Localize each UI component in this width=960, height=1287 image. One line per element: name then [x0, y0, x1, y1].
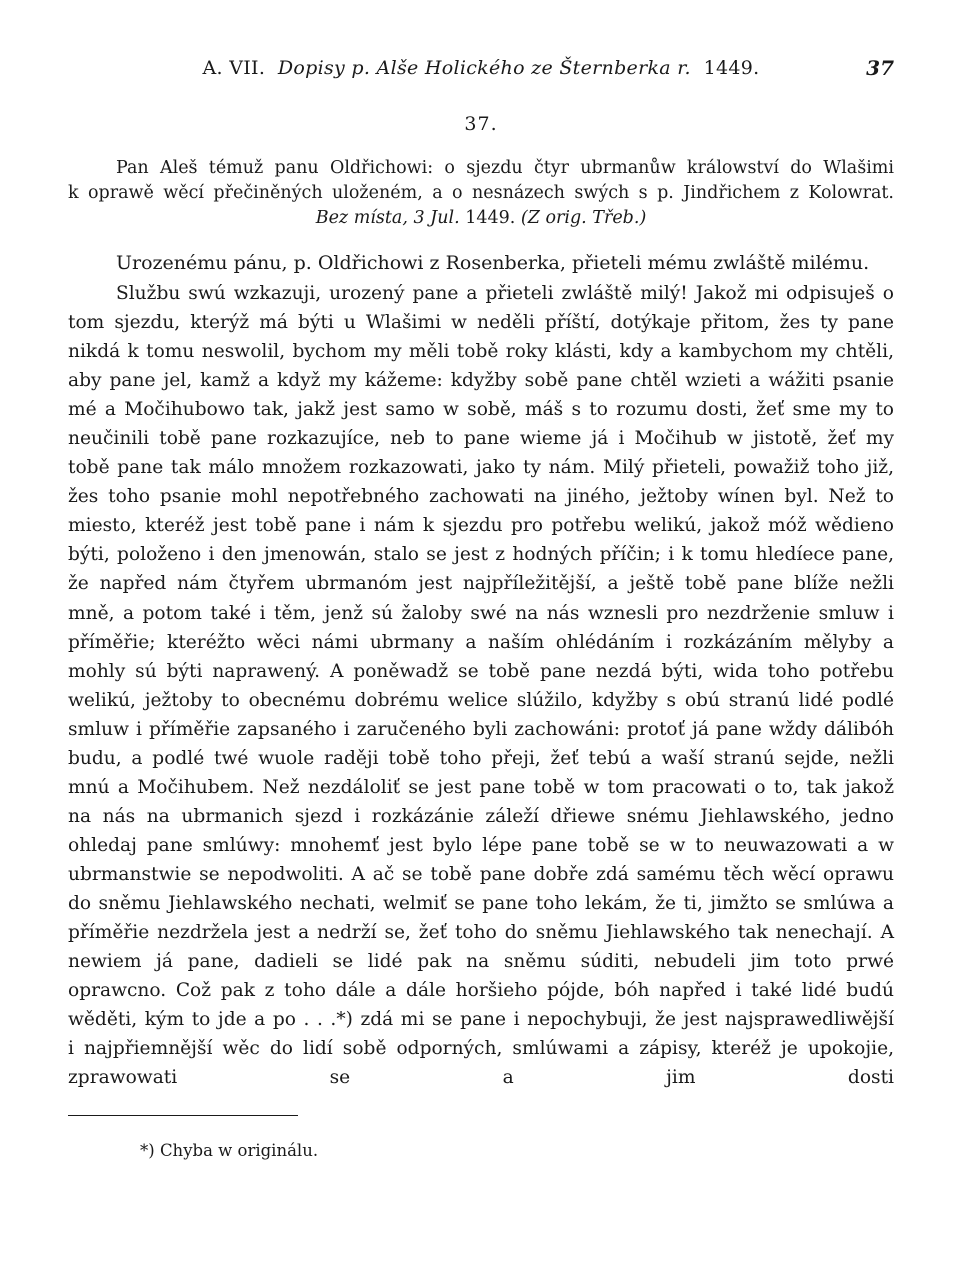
footnote-text: Chyba w originálu.: [159, 1141, 319, 1160]
summary-date: 3 Jul.: [413, 208, 460, 228]
summary-line-1: Pan Aleš témuž panu Oldřichowi: o sjezdu čtyr ubrmanůw králowství do Wlašimi: [116, 158, 894, 178]
running-head-year: 1449.: [703, 57, 760, 79]
summary-place: Bez místa,: [315, 208, 408, 228]
summary-dateline: [68, 206, 894, 231]
page-number: 37: [866, 56, 894, 80]
running-head-italic-title: Dopisy p. Alše Holického ze Šternberka r.: [277, 57, 691, 79]
footnote-rule: [68, 1115, 298, 1116]
summary-year: 1449.: [465, 208, 516, 228]
document-number: 37.: [464, 113, 498, 135]
document-page: [68, 0, 894, 1287]
footnote-mark: *): [140, 1141, 155, 1160]
document-summary: [68, 156, 894, 231]
footnote: [140, 1139, 318, 1163]
running-head: [68, 56, 894, 80]
summary-line-2: k oprawě wěcí přečiněných uloženém, a o nesnázech swých s p. Jindřichem z Kolowrat.: [68, 183, 894, 203]
summary-source: (Z orig. Třeb.): [520, 208, 647, 228]
running-head-title: [68, 56, 894, 80]
running-head-prefix: A. VII.: [202, 57, 266, 79]
letter-address: Urozenému pánu, p. Oldřichowi z Rosenberka, přieteli mému zwláště milému.: [116, 252, 870, 274]
letter-body: Službu swú wzkazuji, urozený pane a přieteli zwláště milý! Jakož mi odpisuješ o tom sjezdu, kterýž má býti u Wlašimi w neděli příští, dotýkaje přitom, žes ty pane nikdá k tomu neswolil, bychom my měli tobě roky klásti, kdy a kambychom my chtěli, aby pane jel, kamž a když my kážeme: kdyžby sobě pane chtěl wzieti a wážiti psanie mé a Močihubowo tak, jakž jest samo w sobě, máš s to rozumu dosti, žeť sme my to neučinili tobě pane rozkazujíce, neb to pane wieme já i Močihub w jistotě, žeť my tobě pane tak málo množem rozkazowati, jako ty nám. Milý přieteli, powažiž toho již, žes toho psanie mohl nepotřebného zachowati na jiného, ježtoby wínen byl. Než to miesto, kteréž jest tobě pane i nám k sjezdu pro potřebu welikú, jakož móž wědieno býti, položeno i den jmenowán, stalo se jest z hodných příčin; i k tomu hledíece pane, že napřed nám čtyřem ubrmanóm jest najpříležitější, a ještě tobě pane blíže nežli mně, a potom také i těm, jenž sú žaloby swé na nás wznesli pro nezdrženie smluw i příměřie; kteréžto wěci námi ubrmany a naším ohlédáním i rozkázáním mělyby a mohly sú býti naprawený. A poněwadž se tobě pane nezdá býti, wida toho potřebu welikú, ježtoby to obecnému dobrému welice slúžilo, kdyžby s obú stranú lidé podlé smluw i příměřie zapsaného i zaručeného byli zachowáni: protoť já pane wždy dálibóh budu, a podlé twé wuole raději tobě toho přeji, žeť tebú a waší stranú sejde, nežli mnú a Močihubem. Než nezdáloliť se jest pane tobě w tom pracowati o to, tak jakož na nás na ubrmanich sjezd i rozkázánie záleží dřiewe snému Jiehlawského, jedno ohledaj pane smlúwy: mnohemť jest bylo lépe pane tobě se w to neuwazowati a w ubrmanstwie se nepodwoliti. A ač se tobě pane dobře zdá samému těch wěcí oprawu do sněmu Jiehlawského nechati, welmiť se pane toho lekám, že ti, jimžto se smlúwa a příměřie nezdržela jest a nedrží se, žeť toho do sněmu Jiehlawského tak nenechají. A newiem já pane, dadieli se lidé pak na sněmu súditi, nebudeli jim toto prwé oprawcno. Což pak z toho dále a dále horšieho pójde, bóh napřed i také lidé budú wěděti, kým to jde a po . . .*) zdá mi se pane i nepochybuji, že jest najsprawedliwější i najpřiemnější wěc do lidí sobě odporných, smlúwami a zápisy, kteréž je upokojie, zprawowati se a jim dosti: [68, 283, 894, 1089]
